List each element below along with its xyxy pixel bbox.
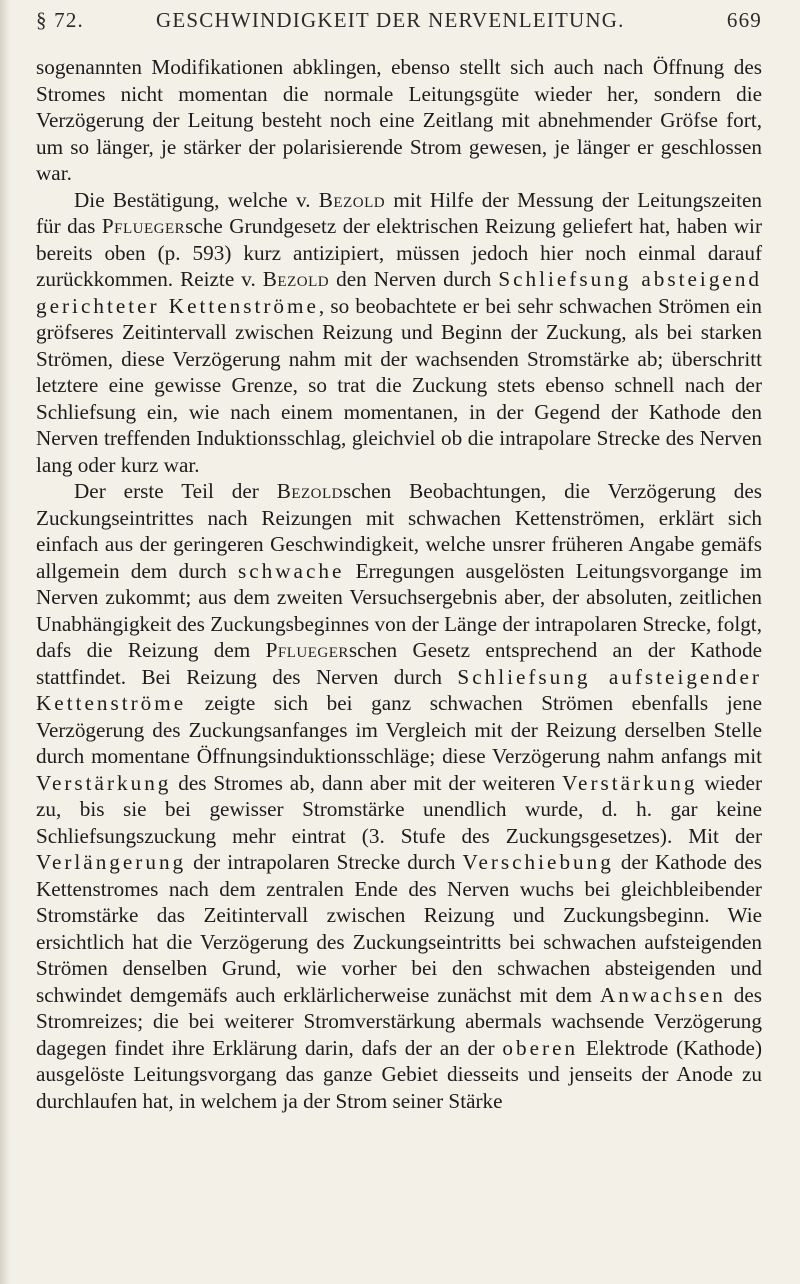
text-run: zeigte sich bei ganz schwachen Strömen ebenfalls jene Verzögerung des Zuckungsanfanges im Vergleich mit der Reizung derselben Stelle durch momentane Öffnungsinduktionsschläge; diese Verzögerung nahm anfangs mit — [36, 691, 762, 768]
page-number: 669 — [726, 8, 762, 32]
emphasized-text: oberen — [502, 1035, 579, 1060]
body-text — [36, 54, 762, 1114]
emphasized-text: Schliefsung absteigend gerichteter Kettenströme — [36, 267, 763, 318]
text-run: sogenannten Modifikationen abklingen, ebenso stellt sich auch nach Öffnung des Stromes nicht momentan die normale Leitungsgüte wieder her, sondern die Verzögerung der Leitung besteht noch eine Zeitlang mit abnehmender Gröfse fort, um so länger, je stärker der polarisierende Strom gewesen, je länger er geschlossen war. — [36, 55, 762, 185]
emphasized-text: Verstärkung — [562, 770, 698, 795]
text-run: wieder zu, bis sie bei gewisser Stromstärke unendlich wurde, d. h. gar keine Schliefsungszuckung mehr eintrat (3. Stufe des Zuckungsgesetzes). Mit der — [36, 770, 762, 848]
text-run: , so beobachtete er bei sehr schwachen Strömen ein gröfseres Zeitintervall zwischen Reizung und Beginn der Zuckung, als bei starken Strömen, diese Verzögerung nahm mit der wachsenden Stromstärke ab; überschritt letztere eine gewisse Grenze, so trat die Zuckung stets ebenso schnell nach der Schliefsung ein, wie nach einem momentanen, in der Gegend der Kathode den Nerven treffenden Induktionsschlag, gleichviel ob die intrapolare Strecke des Nerven lang oder kurz war. — [36, 293, 762, 477]
emphasized-text: Verlängerung — [36, 850, 187, 874]
paragraph — [36, 187, 762, 479]
running-header — [36, 2, 762, 42]
text-run: des Stromreizes; die bei weiterer Stromverstärkung abermals wachsende Verzögerung dagegen findet ihre Erklärung darin, dafs der an der — [36, 982, 762, 1060]
text-run: Der erste Teil der — [74, 479, 277, 503]
text-run: mit Hilfe der Messung der Leitungszeiten für das — [36, 187, 762, 238]
text-run: Erregungen ausgelösten Leitungsvorgange im Nerven zukommt; aus dem zweiten Versuchsergebnis aber, der absoluten, zeitlichen Unabhängigkeit des Zuckungsbeginnes von der Länge der intrapolaren Strecke, folgt, dafs die Reizung dem — [36, 558, 762, 662]
author-name: Bezold — [276, 479, 344, 503]
text-run: den Nerven durch — [329, 267, 499, 291]
author-name: Bezold — [318, 187, 386, 212]
author-name: Bezold — [262, 267, 330, 291]
author-name: Pflueger — [101, 214, 186, 238]
paragraph — [36, 54, 762, 187]
text-run: der Kathode des Kettenstromes nach dem zentralen Ende des Nerven wuchs bei gleichbleibender Stromstärke das Zeitintervall zwischen Reizung und Zuckungsbeginn. Wie ersichtlich hat die Verzögerung des Zuckungseintritts bei schwachen aufsteigenden Strömen denselben Grund, wie vorher bei den schwachen absteigenden und schwindet demgemäfs auch erklärlicherweise zunächst mit dem — [36, 850, 763, 1007]
text-run: Die Bestätigung, welche v. — [74, 187, 319, 212]
paragraph — [36, 478, 762, 1114]
emphasized-text: schwache — [238, 558, 345, 583]
text-run: schen Gesetz entsprechend an der Kathode stattfindet. Bei Reizung des Nerven durch — [36, 638, 762, 689]
text-run: des Stromes ab, dann aber mit der weiteren — [171, 770, 563, 795]
section-number: § 72. — [36, 8, 84, 32]
text-run: sche Grundgesetz der elektrischen Reizung geliefert hat, haben wir bereits oben (p. 593) kurz antizipiert, müssen jedoch hier noch einmal darauf zurückkommen. Reizte v. — [36, 214, 762, 291]
page-edge-shadow — [0, 0, 10, 1284]
author-name: Pflueger — [265, 638, 349, 662]
text-run: der intrapolaren Strecke durch — [186, 850, 463, 874]
text-run: Elektrode (Kathode) ausgelöste Leitungsvorgang das ganze Gebiet diesseits und jenseits der Anode zu durchlaufen hat, in welchem ja der Strom seiner Stärke — [36, 1035, 762, 1113]
emphasized-text: Anwachsen — [599, 982, 726, 1007]
emphasized-text: Schliefsung aufsteigender Kettenströme — [36, 664, 762, 715]
emphasized-text: Verstärkung — [36, 770, 172, 795]
running-title: GESCHWINDIGKEIT DER NERVENLEITUNG. — [156, 8, 625, 32]
emphasized-text: Verschiebung — [462, 850, 614, 874]
text-run: schen Beobachtungen, die Verzögerung des Zuckungseintrittes nach Reizungen mit schwachen Kettenströmen, erklärt sich einfach aus der geringeren Geschwindigkeit, welche unsrer früheren Angabe gemäfs allgemein dem durch — [36, 479, 762, 583]
